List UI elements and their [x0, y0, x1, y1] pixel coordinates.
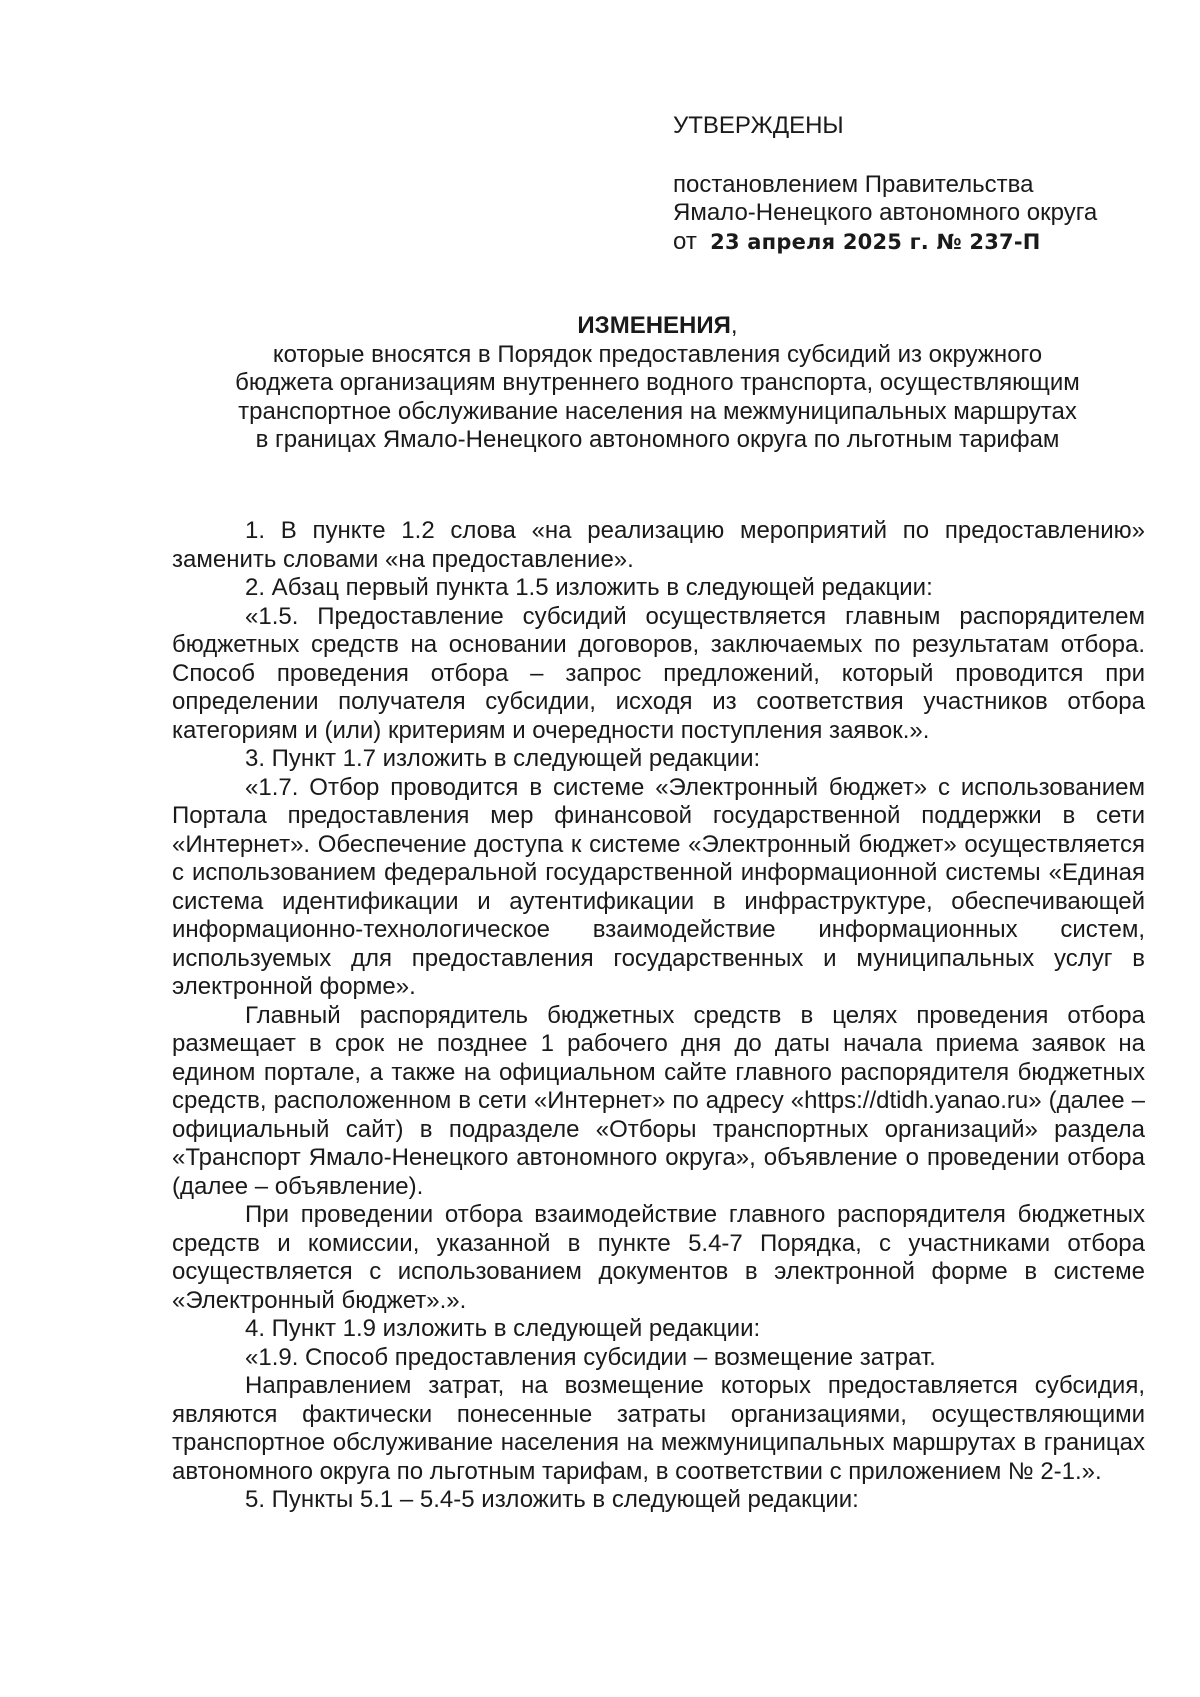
paragraph-4: 3. Пункт 1.7 изложить в следующей редакции: [245, 745, 761, 772]
paragraph-2: 2. Абзац первый пункта 1.5 изложить в следующей редакции: [245, 574, 933, 601]
approved-label: УТВЕРЖДЕНЫ [673, 112, 844, 139]
document-body [172, 517, 1145, 1515]
paragraph-6: Главный распорядитель бюджетных средств в целях проведения отбора размещает в срок не позднее 1 рабочего дня до даты начала приема заявок на едином портале, а также на официальном сайте главного распорядителя бюджетных средств, расположенном в сети «Интернет» по адресу «https://dtidh.yanao.ru» (далее – официальный сайт) в подразделе «Отборы транспортных организаций» раздела «Транспорт Ямало-Ненецкого автономного округа», объявление о проведении отбора (далее – объявление). [172, 1001, 1145, 1200]
paragraph-10: Направлением затрат, на возмещение которых предоставляется субсидия, являются фактически понесенные затраты организациями, осуществляющими транспортное обслуживание населения на межмуниципальных маршрутах в границах автономного округа по льготным тарифам, в соответствии с приложением № 2-1.». [172, 1372, 1145, 1485]
paragraph-3: «1.5. Предоставление субсидий осуществляется главным распорядителем бюджетных средств на основании договоров, заключаемых по результатам отбора. Способ проведения отбора – запрос предложений, который проводится при определении получателя субсидии, исходя из соответствия участников отбора категориям и (или) критериям и очередности поступления заявок.». [172, 602, 1145, 744]
approval-date-line [673, 228, 1153, 257]
paragraph-7: При проведении отбора взаимодействие главного распорядителя бюджетных средств и комиссии, указанной в пункте 5.4-7 Порядка, с участниками отбора осуществляется с использованием документов в электронной форме в системе «Электронный бюджет».». [172, 1201, 1145, 1314]
subtitle-line-3: транспортное обслуживание населения на межмуниципальных маршрутах [238, 397, 1077, 425]
title-heading-suffix: , [730, 312, 738, 339]
title-heading: ИЗМЕНЕНИЯ [577, 312, 731, 339]
approval-line-2: Ямало-Ненецкого автономного округа [673, 199, 1098, 226]
approval-line-1: постановлением Правительства [673, 170, 1034, 198]
subtitle-line-2: бюджета организациям внутреннего водного транспорта, осуществляющим [235, 369, 1080, 396]
paragraph-9: «1.9. Способ предоставления субсидии – возмещение затрат. [245, 1343, 936, 1371]
document-title [170, 312, 1145, 455]
paragraph-5: «1.7. Отбор проводится в системе «Электронный бюджет» с использованием Портала предоставления мер финансовой государственной поддержки в сети «Интернет». Обеспечение доступа к системе «Электронный бюджет» осуществляется с использованием федеральной государственной информационной системы «Единая система идентификации и аутентификации в инфраструктуре, обеспечивающей информационно-технологическое взаимодействие информационных систем, используемых для предоставления государственных и муниципальных услуг в электронной форме». [172, 773, 1145, 1000]
subtitle-line-4: в границах Ямало-Ненецкого автономного округа по льготным тарифам [255, 426, 1060, 453]
title-heading-line [170, 312, 1145, 341]
subtitle-line-1: которые вносятся в Порядок предоставления субсидий из окружного [272, 340, 1043, 368]
paragraph-11: 5. Пункты 5.1 – 5.4-5 изложить в следующей редакции: [245, 1486, 859, 1513]
approval-date-value: 23 апреля 2025 г. № 237-П [710, 229, 1041, 254]
paragraph-8: 4. Пункт 1.9 изложить в следующей редакции: [245, 1315, 761, 1342]
paragraph-1: 1. В пункте 1.2 слова «на реализацию мероприятий по предоставлению» заменить словами «на предоставление». [172, 517, 1145, 573]
approval-stamp [673, 112, 1153, 256]
approval-date-prefix: от [673, 227, 697, 255]
